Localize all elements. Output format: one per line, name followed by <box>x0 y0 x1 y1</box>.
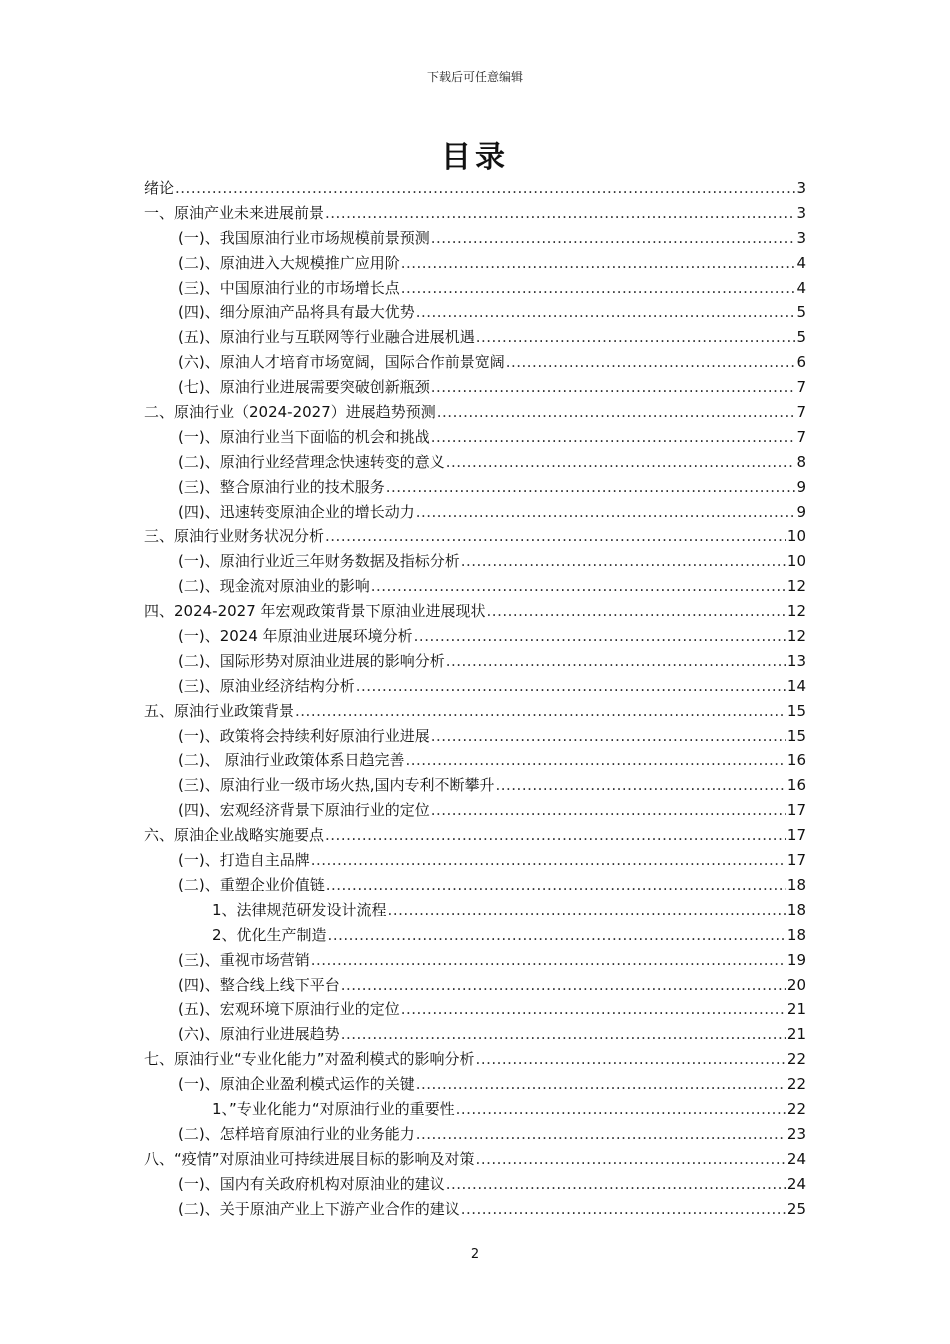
toc-entry[interactable] <box>144 699 806 724</box>
toc-entry[interactable] <box>144 1122 806 1147</box>
toc-entry[interactable] <box>144 923 806 948</box>
toc-entry[interactable] <box>144 549 806 574</box>
toc-entry-page: 18 <box>786 875 806 894</box>
toc-entry-title: 2、优化生产制造 <box>212 925 327 944</box>
toc-entry-title: (六)、原油行业进展趋势 <box>178 1025 340 1044</box>
toc-entry[interactable] <box>144 599 806 624</box>
toc-entry[interactable] <box>144 1022 806 1047</box>
toc-entry[interactable] <box>144 773 806 798</box>
toc-entry-page: 9 <box>796 477 806 496</box>
toc-entry-title: 四、2024-2027 年宏观政策背景下原油业进展现状 <box>144 602 486 621</box>
toc-dot-leader <box>476 1147 786 1172</box>
toc-dot-leader <box>326 873 786 898</box>
toc-entry-title: (一)、原油企业盈利模式运作的关键 <box>178 1075 415 1094</box>
toc-entry-page: 16 <box>786 776 806 795</box>
toc-entry-title: (四)、细分原油产品将具有最大优势 <box>178 303 415 322</box>
toc-entry-page: 8 <box>796 452 806 471</box>
toc-entry-page: 23 <box>786 1124 806 1143</box>
toc-entry[interactable] <box>144 1097 806 1122</box>
toc-entry-title: (二)、关于原油产业上下游产业合作的建议 <box>178 1199 460 1218</box>
toc-entry[interactable] <box>144 176 806 201</box>
toc-dot-leader <box>431 226 796 251</box>
toc-entry-page: 10 <box>786 552 806 571</box>
toc-entry-title: (六)、原油人才培育市场宽阔，国际合作前景宽阔 <box>178 353 505 372</box>
toc-entry-title: 1、”专业化能力“对原油行业的重要性 <box>212 1099 455 1118</box>
toc-dot-leader <box>456 1097 786 1122</box>
toc-entry[interactable] <box>144 400 806 425</box>
toc-entry-title: (四)、迅速转变原油企业的增长动力 <box>178 502 415 521</box>
toc-entry-title: (一)、国内有关政府机构对原油业的建议 <box>178 1174 445 1193</box>
toc-entry-title: 1、法律规范研发设计流程 <box>212 900 387 919</box>
toc-entry-page: 15 <box>786 701 806 720</box>
toc-dot-leader <box>295 699 786 724</box>
toc-entry-page: 22 <box>786 1075 806 1094</box>
toc-entry-title: (一)、政策将会持续利好原油行业进展 <box>178 726 430 745</box>
toc-dot-leader <box>431 724 786 749</box>
toc-entry-title: (二)、重塑企业价值链 <box>178 875 325 894</box>
toc-entry-page: 12 <box>786 602 806 621</box>
toc-entry-title: (一)、我国原油行业市场规模前景预测 <box>178 228 430 247</box>
toc-entry-title: 二、原油行业（2024-2027）进展趋势预测 <box>144 403 436 422</box>
toc-dot-leader <box>401 276 796 301</box>
toc-entry[interactable] <box>144 997 806 1022</box>
toc-entry-title: (七)、原油行业进展需要突破创新瓶颈 <box>178 378 430 397</box>
toc-entry[interactable] <box>144 574 806 599</box>
toc-entry-page: 25 <box>786 1199 806 1218</box>
toc-entry[interactable] <box>144 375 806 400</box>
toc-entry-page: 3 <box>796 203 806 222</box>
toc-entry-title: (一)、打造自主品牌 <box>178 851 310 870</box>
toc-entry-page: 4 <box>796 253 806 272</box>
toc-entry[interactable] <box>144 649 806 674</box>
toc-entry-page: 22 <box>786 1099 806 1118</box>
toc-dot-leader <box>401 251 796 276</box>
toc-entry[interactable] <box>144 350 806 375</box>
toc-entry-page: 21 <box>786 1000 806 1019</box>
toc-entry-page: 3 <box>796 179 806 197</box>
toc-dot-leader <box>401 997 786 1022</box>
toc-entry-title: (二)、原油进入大规模推广应用阶 <box>178 253 400 272</box>
page-header: 下载后可任意编辑 <box>426 70 523 84</box>
toc-entry-title: 八、“疫情”对原油业可持续进展目标的影响及对策 <box>144 1149 475 1168</box>
toc-entry-title: (四)、宏观经济背景下原油行业的定位 <box>178 801 430 820</box>
toc-entry-title: (二)、 原油行业政策体系日趋完善 <box>178 751 405 770</box>
toc-dot-leader <box>311 848 786 873</box>
toc-dot-leader <box>341 973 786 998</box>
toc-entry-page: 5 <box>796 303 806 322</box>
toc-entry-page: 12 <box>786 627 806 646</box>
toc-entry-title: 一、原油产业未来进展前景 <box>144 203 325 222</box>
toc-entry[interactable] <box>144 251 806 276</box>
toc-entry-page: 22 <box>786 1050 806 1069</box>
toc-dot-leader <box>495 773 785 798</box>
toc-dot-leader <box>461 1197 786 1222</box>
toc-entry-page: 15 <box>786 726 806 745</box>
toc-entry-title: 三、原油行业财务状况分析 <box>144 527 325 546</box>
toc-dot-leader <box>506 350 796 375</box>
toc-entry[interactable] <box>144 674 806 699</box>
toc-dot-leader <box>416 300 796 325</box>
toc-dot-leader <box>446 450 796 475</box>
toc-entry-title: (一)、原油行业当下面临的机会和挑战 <box>178 427 430 446</box>
toc-entry-title: 五、原油行业政策背景 <box>144 701 295 720</box>
toc-dot-leader <box>388 898 786 923</box>
toc-entry-page: 16 <box>786 751 806 770</box>
toc-entry-title: (三)、整合原油行业的技术服务 <box>178 477 385 496</box>
toc-entry-page: 24 <box>786 1174 806 1193</box>
toc-entry[interactable] <box>144 973 806 998</box>
toc-entry[interactable] <box>144 748 806 773</box>
toc-entry[interactable] <box>144 1047 806 1072</box>
toc-dot-leader <box>446 649 786 674</box>
toc-entry-page: 6 <box>796 353 806 372</box>
toc-entry[interactable] <box>144 300 806 325</box>
toc-entry-page: 13 <box>786 651 806 670</box>
toc-entry-page: 21 <box>786 1025 806 1044</box>
toc-entry[interactable] <box>144 848 806 873</box>
toc-entry-page: 14 <box>786 676 806 695</box>
toc-dot-leader <box>356 674 786 699</box>
toc-entry[interactable] <box>144 475 806 500</box>
toc-entry-title: 六、原油企业战略实施要点 <box>144 826 325 845</box>
toc-entry[interactable] <box>144 450 806 475</box>
toc-dot-leader <box>446 1172 786 1197</box>
toc-entry[interactable] <box>144 798 806 823</box>
toc-dot-leader <box>431 375 796 400</box>
toc-entry-title: (三)、中国原油行业的市场增长点 <box>178 278 400 297</box>
toc-entry[interactable] <box>144 425 806 450</box>
page-title: 目录 <box>441 140 509 175</box>
toc-entry-title: (五)、原油行业与互联网等行业融合进展机遇 <box>178 328 475 347</box>
toc-dot-leader <box>341 1022 786 1047</box>
toc-entry[interactable] <box>144 226 806 251</box>
toc-dot-leader <box>325 524 786 549</box>
toc-dot-leader <box>328 923 786 948</box>
toc-entry-page: 10 <box>786 527 806 546</box>
toc-entry[interactable] <box>144 201 806 226</box>
toc-entry-title: (二)、现金流对原油业的影响 <box>178 577 370 596</box>
toc-entry[interactable] <box>144 624 806 649</box>
toc-entry[interactable] <box>144 1072 806 1097</box>
toc-entry[interactable] <box>144 1147 806 1172</box>
toc-entry[interactable] <box>144 948 806 973</box>
toc-entry-page: 5 <box>796 328 806 347</box>
toc-entry-page: 7 <box>796 378 806 397</box>
toc-entry-page: 9 <box>796 502 806 521</box>
toc-dot-leader <box>431 798 786 823</box>
toc-entry-title: (三)、原油业经济结构分析 <box>178 676 355 695</box>
toc-dot-leader <box>476 325 796 350</box>
toc-entry-title: 七、原油行业“专业化能力”对盈利模式的影响分析 <box>144 1050 475 1069</box>
page-number: 2 <box>470 1247 480 1262</box>
toc-entry[interactable] <box>144 898 806 923</box>
toc-entry-page: 7 <box>796 403 806 422</box>
toc-entry-title: (二)、国际形势对原油业进展的影响分析 <box>178 651 445 670</box>
toc-entry[interactable] <box>144 724 806 749</box>
toc-dot-leader <box>416 500 796 525</box>
toc-entry-title: (二)、怎样培育原油行业的业务能力 <box>178 1124 415 1143</box>
toc-entry-title: 绪论 <box>144 179 175 197</box>
toc-entry-page: 17 <box>786 826 806 845</box>
toc-entry-title: (一)、原油行业近三年财务数据及指标分析 <box>178 552 460 571</box>
toc-entry-page: 24 <box>786 1149 806 1168</box>
toc-entry-title: (一)、2024 年原油业进展环境分析 <box>178 627 413 646</box>
toc-dot-leader <box>437 400 796 425</box>
toc-dot-leader <box>371 574 786 599</box>
toc-dot-leader <box>416 1072 786 1097</box>
toc-entry[interactable] <box>144 823 806 848</box>
toc-dot-leader <box>175 176 795 201</box>
toc-entry[interactable] <box>144 500 806 525</box>
toc-entry-page: 18 <box>786 900 806 919</box>
toc-entry-title: (四)、整合线上线下平台 <box>178 975 340 994</box>
toc-entry[interactable] <box>144 325 806 350</box>
table-of-contents <box>144 176 806 1221</box>
toc-entry-page: 12 <box>786 577 806 596</box>
toc-entry-title: (三)、重视市场营销 <box>178 950 310 969</box>
toc-dot-leader <box>386 475 796 500</box>
toc-dot-leader <box>325 823 786 848</box>
toc-entry[interactable] <box>144 1172 806 1197</box>
toc-dot-leader <box>487 599 786 624</box>
toc-entry-page: 19 <box>786 950 806 969</box>
toc-dot-leader <box>325 201 795 226</box>
toc-entry-title: (二)、原油行业经营理念快速转变的意义 <box>178 452 445 471</box>
toc-entry-title: (五)、宏观环境下原油行业的定位 <box>178 1000 400 1019</box>
toc-dot-leader <box>431 425 796 450</box>
toc-entry[interactable] <box>144 276 806 301</box>
toc-entry-page: 17 <box>786 801 806 820</box>
toc-entry-page: 3 <box>796 228 806 247</box>
toc-entry-page: 7 <box>796 427 806 446</box>
toc-dot-leader <box>476 1047 786 1072</box>
toc-dot-leader <box>405 748 785 773</box>
toc-entry[interactable] <box>144 1197 806 1222</box>
toc-entry-page: 20 <box>786 975 806 994</box>
toc-entry[interactable] <box>144 524 806 549</box>
toc-dot-leader <box>416 1122 786 1147</box>
toc-entry-page: 17 <box>786 851 806 870</box>
toc-entry-page: 18 <box>786 925 806 944</box>
toc-entry-page: 4 <box>796 278 806 297</box>
toc-entry[interactable] <box>144 873 806 898</box>
toc-dot-leader <box>414 624 786 649</box>
toc-dot-leader <box>461 549 786 574</box>
toc-entry-title: (三)、原油行业一级市场火热,国内专利不断攀升 <box>178 776 495 795</box>
toc-dot-leader <box>311 948 786 973</box>
